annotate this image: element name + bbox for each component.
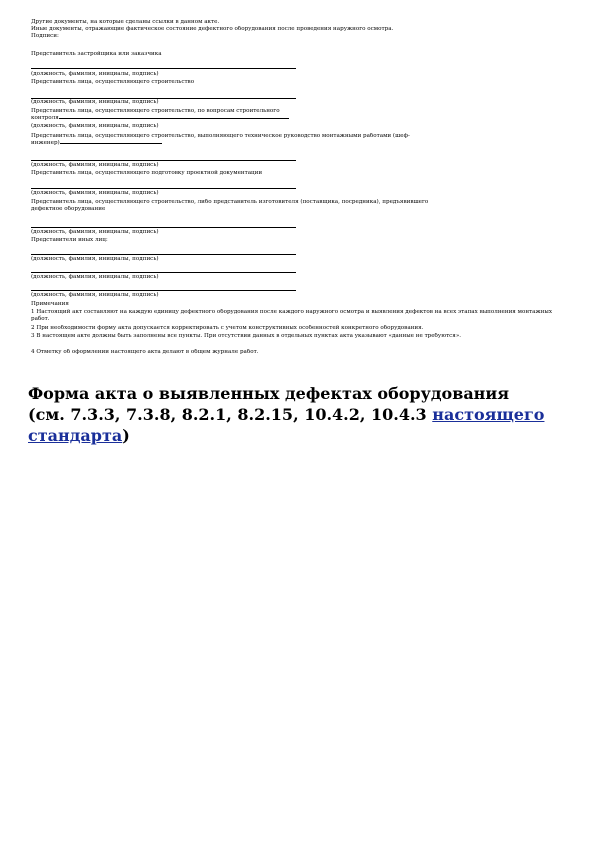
signature-role-4-cont-text: инженер) [31, 140, 60, 146]
signature-role-2: Представитель лица, осуществляющего строительство [31, 79, 195, 85]
signature-caption-5: (должность, фамилия, инициалы, подпись) [31, 190, 159, 196]
intro-line-2: Иные документы, отражающие фактическое состояние дефектного оборудования после проведения наружного осмотра. [31, 26, 394, 32]
note-4: 4 Отметку об оформлении настоящего акта делают в общем журнале работ. [31, 349, 259, 355]
other-line-2 [31, 272, 296, 273]
signature-line-4b [31, 160, 296, 161]
signature-role-4: Представитель лица, осуществляющего строительство, выполняющего техническое руководство монтажными работами (шеф- [31, 133, 410, 139]
signature-line-3 [59, 118, 289, 119]
signature-role-3-cont-text: контроля [31, 115, 59, 121]
heading-close-paren: ) [122, 426, 130, 445]
signature-line-6 [31, 227, 296, 228]
other-line-3 [31, 290, 296, 291]
others-label: Представители иных лиц: [31, 237, 108, 243]
notes-label: Примечания [31, 301, 69, 307]
signature-role-5: Представитель лица, осуществляющего подготовку проектной документации [31, 170, 263, 176]
note-3: 3 В настоящем акте должны быть заполнены все пункты. При отсутствии данных в отдельных пунктах акта указывают «данные не требуются». [31, 333, 462, 339]
standard-link-part-1[interactable]: настоящего [432, 405, 545, 424]
intro-line-1: Другие документы, на которые сделаны ссылки в данном акте. [31, 19, 220, 25]
signature-role-3: Представитель лица, осуществляющего строительство, по вопросам строительного [31, 108, 280, 114]
signature-line-4a [60, 143, 162, 144]
form-heading-line-3 [28, 425, 568, 446]
signature-caption-1: (должность, фамилия, инициалы, подпись) [31, 71, 159, 77]
note-1: 1 Настоящий акт составляют на каждую единицу дефектного оборудования после каждого наружного осмотра и выявления дефектов на всех этапах выполнения монтажных работ. [31, 309, 552, 322]
signature-role-6: Представитель лица, осуществляющего строительство, либо представитель изготовителя (поставщика, посредника), предъявившего [31, 199, 429, 205]
signature-role-3-cont [31, 115, 561, 122]
note-2: 2 При необходимости форму акта допускается корректировать с учетом конструктивных особенностей конкретного оборудования. [31, 325, 424, 331]
form-heading-line-1: Форма акта о выявленных дефектах оборудования [28, 384, 510, 403]
signature-line-1 [31, 68, 296, 69]
signature-role-4-cont [31, 140, 561, 147]
other-caption-1: (должность, фамилия, инициалы, подпись) [31, 256, 159, 262]
signature-line-5 [31, 188, 296, 189]
other-caption-3: (должность, фамилия, инициалы, подпись) [31, 292, 159, 298]
signature-caption-6: (должность, фамилия, инициалы, подпись) [31, 229, 159, 235]
heading-sections-text: (см. 7.3.3, 7.3.8, 8.2.1, 8.2.15, 10.4.2, 10.4.3 [28, 405, 433, 424]
form-heading-line-2 [28, 404, 568, 425]
signature-caption-2: (должность, фамилия, инициалы, подпись) [31, 99, 159, 105]
other-line-1 [31, 254, 296, 255]
other-caption-2: (должность, фамилия, инициалы, подпись) [31, 274, 159, 280]
signature-caption-4: (должность, фамилия, инициалы, подпись) [31, 162, 159, 168]
signatures-label: Подписи: [31, 33, 59, 39]
signature-role-6-cont: дефектное оборудование [31, 206, 106, 212]
signature-role-1: Представитель застройщика или заказчика [31, 51, 162, 57]
standard-link-part-2[interactable]: стандарта [28, 426, 123, 445]
signature-caption-3: (должность, фамилия, инициалы, подпись) [31, 123, 159, 129]
